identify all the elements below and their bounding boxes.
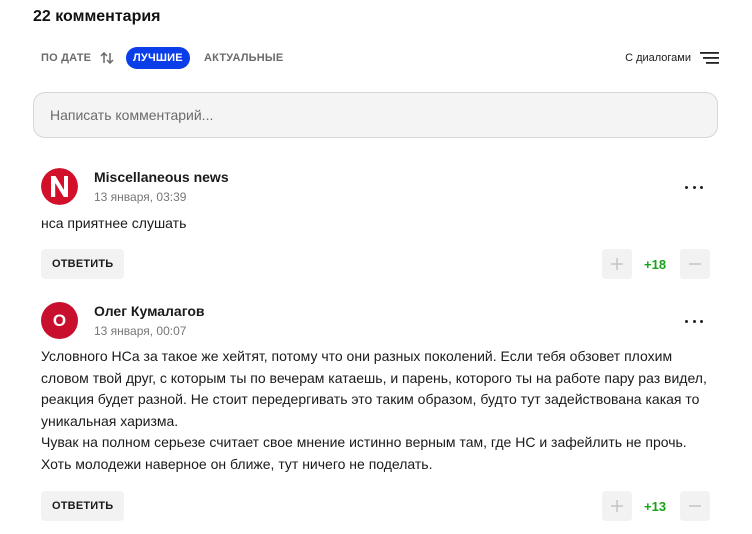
comment-author[interactable]: Олег Кумалагов bbox=[94, 303, 205, 319]
dialogs-label: С диалогами bbox=[625, 52, 691, 64]
sort-bar bbox=[33, 46, 719, 70]
downvote-button[interactable] bbox=[680, 249, 710, 279]
upvote-button[interactable] bbox=[602, 249, 632, 279]
menu-lines-icon bbox=[700, 51, 719, 65]
avatar[interactable]: О bbox=[41, 302, 78, 339]
comment-date: 13 января, 03:39 bbox=[94, 190, 187, 204]
sort-actual-tab[interactable]: АКТУАЛЬНЫЕ bbox=[204, 52, 284, 64]
sort-by-date-button[interactable] bbox=[41, 46, 114, 70]
comments-count-title: 22 комментария bbox=[33, 8, 161, 25]
news-logo-icon bbox=[41, 168, 78, 205]
dialogs-toggle[interactable] bbox=[625, 46, 719, 70]
score-value: +18 bbox=[644, 256, 667, 272]
minus-icon bbox=[689, 500, 701, 512]
upvote-button[interactable] bbox=[602, 491, 632, 521]
reply-button[interactable]: ОТВЕТИТЬ bbox=[41, 491, 124, 521]
comment-paragraph: Чувак на полном серьезе считает свое мнение истинно верным там, где НС и зафейлить не прочь. bbox=[41, 434, 687, 450]
sort-by-date-label: ПО ДАТЕ bbox=[41, 52, 92, 64]
reply-button[interactable]: ОТВЕТИТЬ bbox=[41, 249, 124, 279]
sort-best-tab[interactable]: ЛУЧШИЕ bbox=[126, 47, 190, 69]
more-dots-icon[interactable] bbox=[685, 313, 703, 329]
score-value: +13 bbox=[644, 498, 667, 514]
comment-text: нса приятнее слушать bbox=[41, 215, 187, 231]
minus-icon bbox=[689, 258, 701, 270]
more-dots-icon[interactable] bbox=[685, 179, 703, 195]
comment-text bbox=[41, 346, 711, 475]
comment-author[interactable]: Miscellaneous news bbox=[94, 169, 229, 185]
comment-paragraph: Условного НСа за такое же хейтят, потому что они разных поколений. Если тебя обзовет плохим словом твой друг, с которым ты по вечерам катаешь, и парень, которого ты на работе пару раз видел, реакция будет разной. Не стоит передергивать это таким образом, будто тут задействована какая то уникальная харизма. bbox=[41, 348, 707, 429]
plus-icon bbox=[611, 500, 623, 512]
plus-icon bbox=[611, 258, 623, 270]
comment-input[interactable]: Написать комментарий... bbox=[33, 92, 718, 138]
sort-arrows-icon bbox=[100, 52, 114, 64]
comment-paragraph: Хоть молодежи наверное он ближе, тут ничего не поделать. bbox=[41, 455, 433, 472]
avatar[interactable] bbox=[41, 168, 78, 205]
downvote-button[interactable] bbox=[680, 491, 710, 521]
comment-date: 13 января, 00:07 bbox=[94, 324, 187, 338]
